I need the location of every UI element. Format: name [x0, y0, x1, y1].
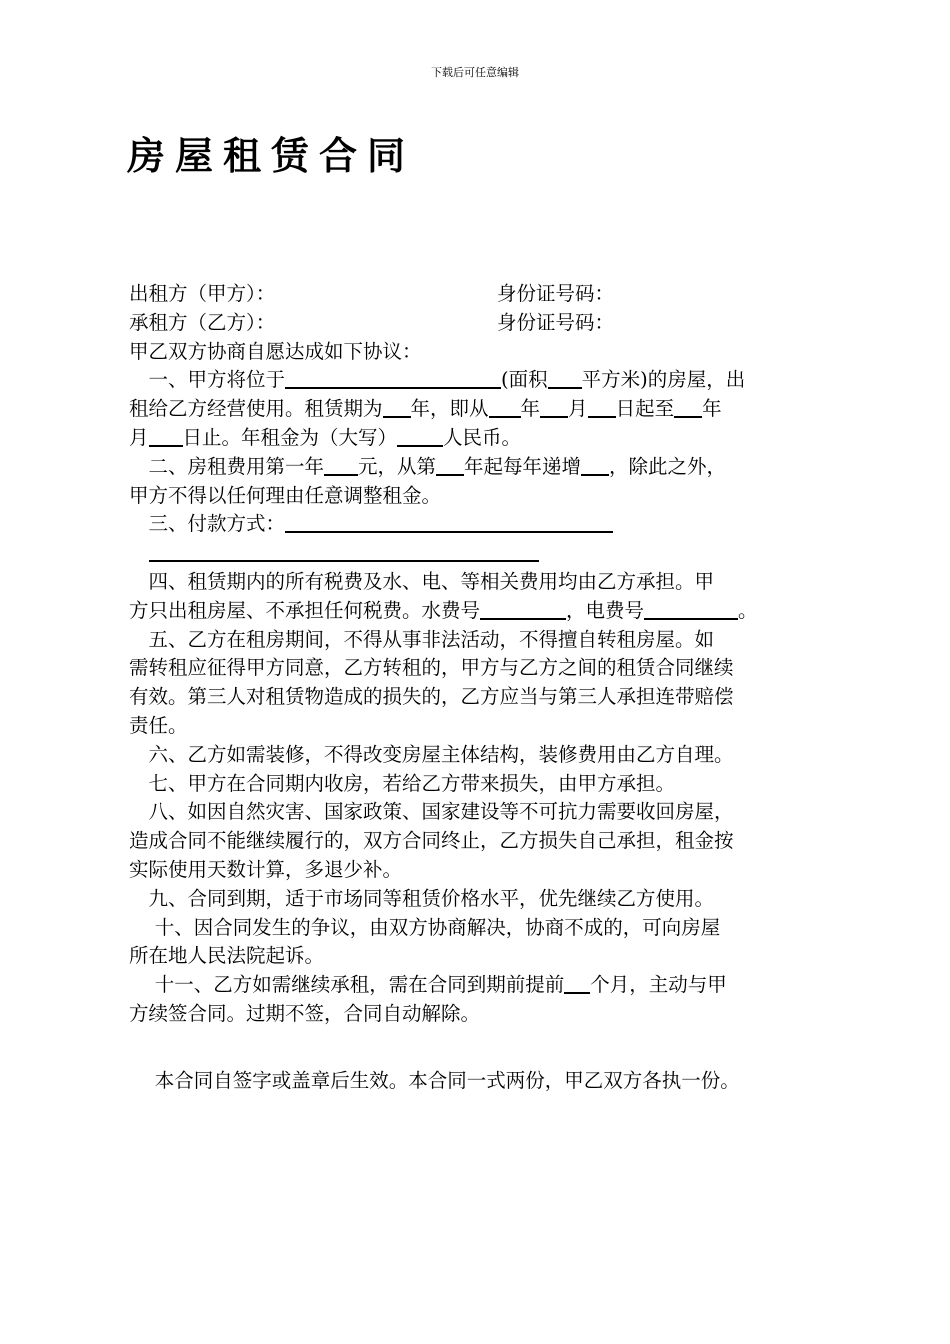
water-account-blank	[480, 600, 566, 620]
term-years-blank	[383, 398, 411, 418]
end-month-blank	[149, 427, 183, 447]
end-year-blank	[674, 398, 702, 418]
lessor-label: 出租方（甲方）：	[129, 282, 276, 305]
header-note: 下载后可任意编辑	[431, 66, 519, 79]
clause-11-line-1	[129, 971, 829, 1000]
clause-10-text-a: 十、因合同发生的争议，由双方协商解决，协商不成的，可向房屋	[154, 915, 721, 939]
lessee-row	[129, 309, 829, 338]
contract-body	[129, 280, 829, 1096]
clause-4-text-c: ，电费号	[566, 598, 645, 622]
clause-1-text-a: 一、甲方将位于	[148, 368, 286, 392]
payment-method-blank	[285, 513, 613, 533]
clause-4-text-d: 。	[738, 598, 758, 622]
clause-2-text-d: ，除此之外，	[609, 454, 727, 478]
clause-8-text-a: 八、如因自然灾害、国家政策、国家建设等不可抗力需要收回房屋，	[148, 800, 734, 824]
clause-8-line-2: 造成合同不能继续履行的，双方合同终止，乙方损失自己承担，租金按	[129, 829, 734, 853]
address-blank	[285, 369, 501, 389]
clause-2-text-a: 二、房租费用第一年	[148, 454, 325, 478]
clause-5-line-3: 有效。第三人对租赁物造成的损失的，乙方应当与第三人承担连带赔偿	[129, 685, 734, 709]
clause-1-text-d: 租给乙方经营使用。租赁期为	[129, 397, 383, 421]
clause-1-text-i: 年	[702, 397, 722, 421]
notice-months-blank	[564, 974, 590, 994]
clause-3-line-1	[129, 510, 829, 539]
clause-1-line-1	[129, 366, 829, 395]
electric-account-blank	[644, 600, 738, 620]
clause-1-text-c: 平方米)的房屋，出	[581, 368, 746, 392]
clause-11-text-b: 个月，主动与甲	[590, 973, 727, 997]
clause-1-text-j: 月	[129, 425, 149, 449]
lessee-label: 承租方（乙方）：	[129, 310, 276, 334]
clause-3-line-2	[129, 539, 829, 568]
clause-1-text-k: 日止。年租金为（大写）	[182, 425, 398, 449]
payment-method-blank-2	[149, 542, 539, 562]
clause-1-line-2	[129, 395, 829, 424]
clause-2-text-b: 元，从第	[358, 454, 437, 478]
closing-line	[129, 1067, 829, 1096]
document-title: 房屋租赁合同	[127, 133, 416, 178]
spacer	[129, 1029, 829, 1067]
first-year-rent-blank	[324, 456, 358, 476]
clause-6-text: 六、乙方如需装修，不得改变房屋主体结构，装修费用由乙方自理。	[148, 742, 734, 766]
intro-line: 甲乙双方协商自愿达成如下协议：	[129, 339, 422, 363]
clause-4-text-b: 方只出租房屋、不承担任何税费。水费号	[129, 598, 481, 622]
clause-11-line-2: 方续签合同。过期不签，合同自动解除。	[129, 1001, 481, 1025]
clause-10-line-1	[129, 914, 829, 943]
lessor-id-label: 身份证号码：	[497, 282, 615, 305]
clause-7-text: 七、甲方在合同期内收房，若给乙方带来损失，由甲方承担。	[148, 771, 676, 795]
clause-4-line-2	[129, 597, 829, 626]
clause-2-line-1	[129, 453, 829, 482]
clause-1-text-b: (面积	[501, 368, 548, 392]
clause-4-text-a: 四、租赁期内的所有税费及水、电、等相关费用均由乙方承担。甲	[148, 569, 715, 593]
clause-11-text-a: 十一、乙方如需继续承租，需在合同到期前提前	[154, 973, 565, 997]
clause-1-text-g: 月	[568, 397, 588, 421]
increase-rate-blank	[581, 456, 609, 476]
clause-5-line-4: 责任。	[129, 713, 188, 737]
clause-1-text-h: 日起至	[615, 397, 675, 421]
start-year-blank	[489, 398, 521, 418]
clause-7-line	[129, 770, 829, 799]
start-month-blank	[540, 398, 568, 418]
clause-8-line-1	[129, 798, 829, 827]
clause-4-line-1	[129, 568, 829, 597]
clause-2-line-2: 甲方不得以任何理由任意调整租金。	[129, 483, 442, 507]
lessee-id-label: 身份证号码：	[497, 310, 615, 334]
area-blank	[548, 369, 582, 389]
clause-2-text-c: 年起每年递增	[464, 454, 582, 478]
clause-6-line	[129, 741, 829, 770]
clause-3-text: 三、付款方式：	[148, 512, 286, 536]
clause-1-text-e: 年，即从	[410, 397, 489, 421]
increase-year-blank	[436, 456, 464, 476]
clause-5-line-2: 需转租应征得甲方同意，乙方转租的，甲方与乙方之间的租赁合同继续	[129, 656, 734, 680]
start-day-blank	[588, 398, 616, 418]
clause-1-line-3	[129, 424, 829, 453]
clause-5-text-a: 五、乙方在租房期间，不得从事非法活动，不得擅自转租房屋。如	[148, 627, 715, 651]
clause-8-line-3: 实际使用天数计算，多退少补。	[129, 857, 403, 881]
annual-rent-blank	[397, 427, 443, 447]
clause-5-line-1	[129, 626, 829, 655]
lessor-row	[129, 280, 829, 309]
clause-9-text: 九、合同到期，适于市场同等租赁价格水平，优先继续乙方使用。	[148, 886, 715, 910]
closing-text: 本合同自签字或盖章后生效。本合同一式两份，甲乙双方各执一份。	[154, 1068, 740, 1092]
clause-10-line-2: 所在地人民法院起诉。	[129, 944, 325, 968]
clause-9-line	[129, 885, 829, 914]
clause-1-text-f: 年	[520, 397, 541, 421]
clause-1-text-l: 人民币。	[443, 425, 522, 449]
